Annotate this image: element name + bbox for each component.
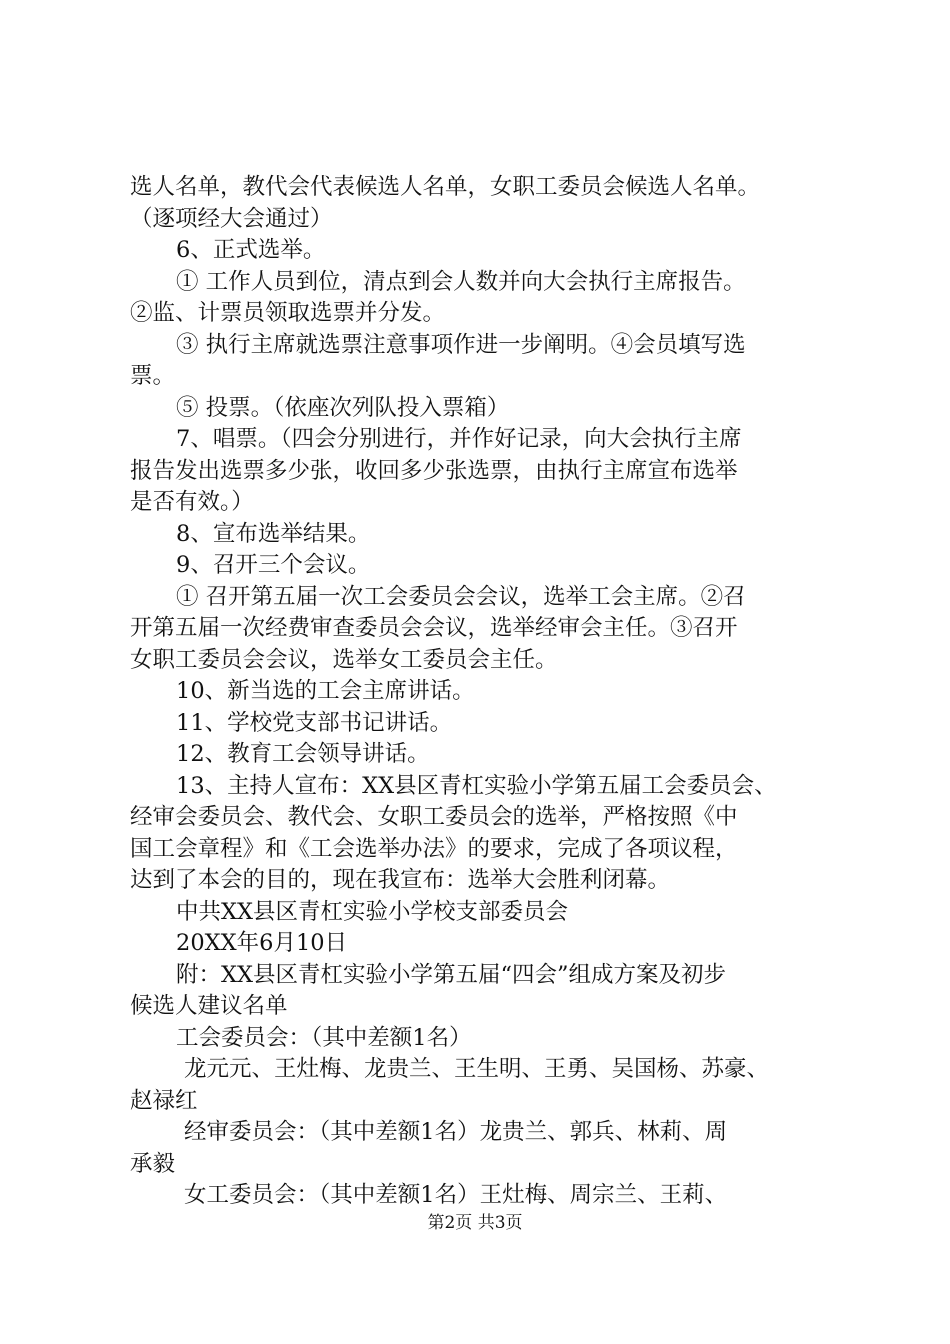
text-line: 票。 bbox=[130, 363, 176, 389]
text-line: 工会委员会：（其中差额1名） bbox=[176, 1024, 472, 1051]
text-line: 候选人建议名单 bbox=[130, 993, 288, 1019]
text-line: 选人名单，教代会代表候选人名单，女职工委员会候选人名单。 bbox=[130, 174, 761, 200]
text-line: 20XX年6月10日 bbox=[176, 930, 348, 956]
text-line: 11、学校党支部书记讲话。 bbox=[176, 709, 453, 736]
text-line: 承毅 bbox=[130, 1150, 176, 1177]
text-line: 6、正式选举。 bbox=[176, 237, 326, 263]
text-line: 中共XX县区青杠实验小学校支部委员会 bbox=[176, 898, 569, 925]
text-line: 12、教育工会领导讲话。 bbox=[176, 741, 430, 767]
text-line: 13、主持人宣布：XX县区青杠实验小学第五届工会委员会、 bbox=[176, 772, 777, 799]
text-line: ① 工作人员到位，清点到会人数并向大会执行主席报告。 bbox=[176, 268, 746, 295]
text-line: 8、宣布选举结果。 bbox=[176, 520, 371, 547]
text-line: 女工委员会：（其中差额1名）王灶梅、周宗兰、王莉、 bbox=[184, 1182, 728, 1208]
text-line: 经审会委员会、教代会、女职工委员会的选举，严格按照《中 bbox=[130, 804, 738, 830]
text-line: 报告发出选票多少张，收回多少张选票，由执行主席宣布选举 bbox=[130, 457, 738, 484]
text-line: 赵禄红 bbox=[130, 1087, 198, 1114]
text-line: 国工会章程》和《工会选举办法》的要求，完成了各项议程， bbox=[130, 835, 738, 862]
text-line: 经审委员会：（其中差额1名）龙贵兰、郭兵、林莉、周 bbox=[184, 1119, 728, 1145]
document-body bbox=[130, 172, 850, 1212]
text-line: 达到了本会的目的，现在我宣布：选举大会胜利闭幕。 bbox=[130, 867, 671, 893]
text-line: ③ 执行主席就选票注意事项作进一步阐明。④会员填写选 bbox=[176, 331, 746, 358]
text-line: 是否有效。） bbox=[130, 489, 254, 515]
text-line: ① 召开第五届一次工会委员会会议，选举工会主席。②召 bbox=[176, 583, 746, 610]
text-line: 10、新当选的工会主席讲话。 bbox=[176, 678, 475, 704]
text-line: 附：XX县区青杠实验小学第五届“四会”组成方案及初步 bbox=[176, 961, 727, 988]
text-line: ⑤ 投票。（依座次列队投入票箱） bbox=[176, 394, 510, 421]
text-line: 9、召开三个会议。 bbox=[176, 552, 371, 578]
text-line: 龙元元、王灶梅、龙贵兰、王生明、王勇、吴国杨、苏豪、 bbox=[184, 1056, 770, 1082]
text-line: 开第五届一次经费审查委员会会议，选举经审会主任。③召开 bbox=[130, 615, 738, 641]
page-footer: 第2页 共3页 bbox=[427, 1213, 523, 1233]
text-line: 女职工委员会会议，选举女工委员会主任。 bbox=[130, 646, 558, 673]
text-line: ②监、计票员领取选票并分发。 bbox=[130, 300, 446, 326]
text-line: （逐项经大会通过） bbox=[130, 205, 333, 232]
text-line: 7、唱票。（四会分别进行，并作好记录，向大会执行主席 bbox=[176, 426, 742, 452]
